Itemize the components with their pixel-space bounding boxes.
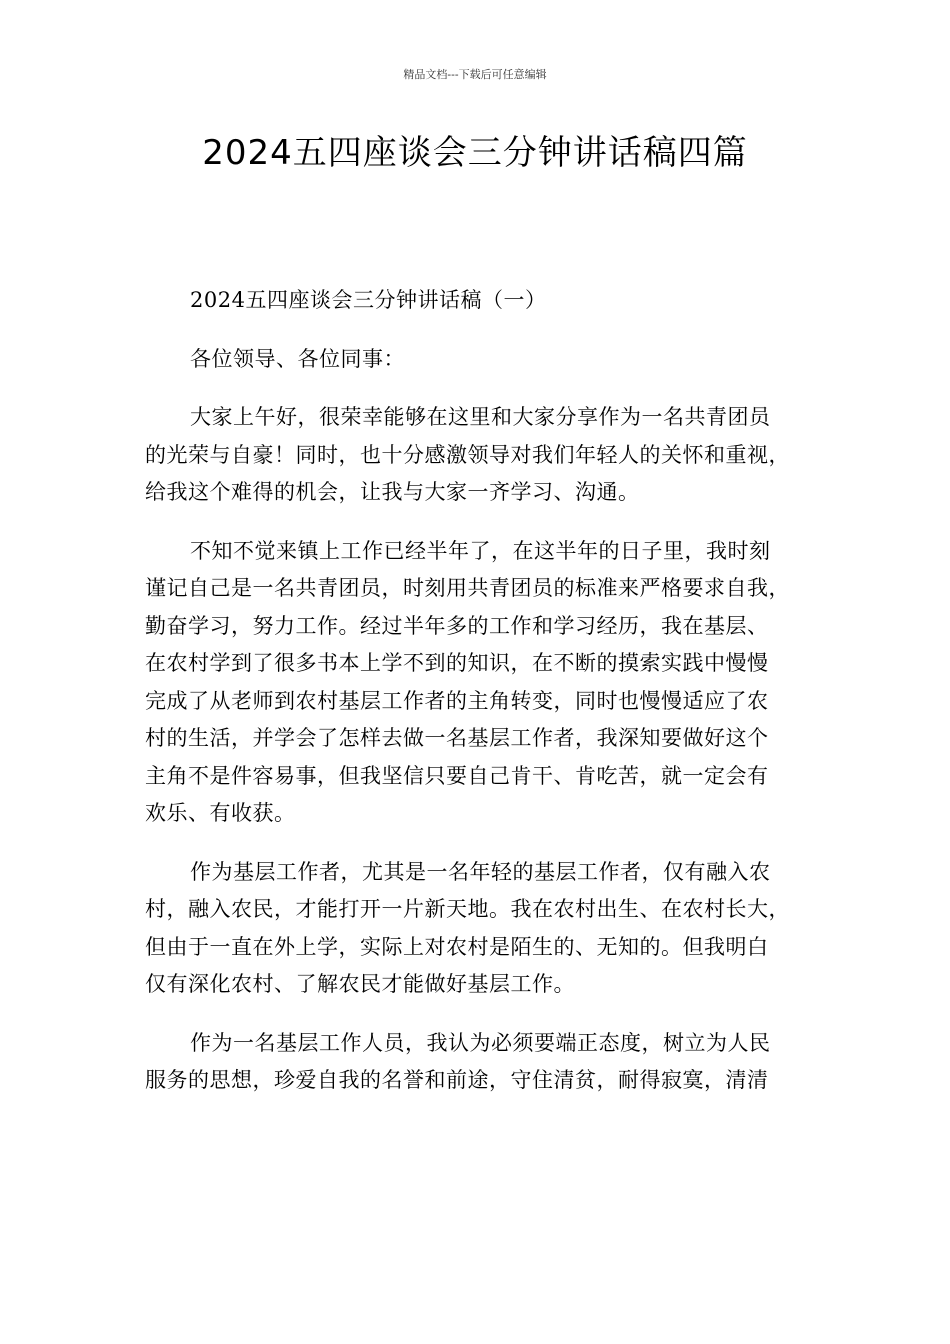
document-title: 2024五四座谈会三分钟讲话稿四篇 bbox=[202, 133, 748, 173]
paragraph bbox=[145, 282, 813, 320]
text-line: 村的生活，并学会了怎样去做一名基层工作者，我深知要做好这个 bbox=[145, 726, 769, 750]
text-line: 不知不觉来镇上工作已经半年了，在这半年的日子里，我时刻 bbox=[190, 538, 771, 563]
text-line: 村，融入农民，才能打开一片新天地。我在农村出生、在农村长大， bbox=[145, 897, 790, 921]
paragraph bbox=[145, 1025, 813, 1100]
page-header: 精品文档---下载后可任意编辑 bbox=[403, 68, 547, 81]
paragraph bbox=[145, 399, 813, 512]
text-line: 完成了从老师到农村基层工作者的主角转变，同时也慢慢适应了农 bbox=[145, 688, 769, 713]
text-line: 但由于一直在外上学，实际上对农村是陌生的、无知的。但我明白 bbox=[145, 934, 769, 959]
text-line: 勤奋学习，努力工作。经过半年多的工作和学习经历，我在基层、 bbox=[145, 613, 769, 638]
paragraph bbox=[145, 341, 813, 379]
text-line: 大家上午好，很荣幸能够在这里和大家分享作为一名共青团员 bbox=[190, 405, 771, 429]
text-line: 作为一名基层工作人员，我认为必须要端正态度，树立为人民 bbox=[190, 1030, 771, 1055]
text-line: 服务的思想，珍爱自我的名誉和前途，守住清贫，耐得寂寞，清清 bbox=[145, 1068, 769, 1092]
text-line: 在农村学到了很多书本上学不到的知识，在不断的摸索实践中慢慢 bbox=[145, 651, 769, 675]
text-line: 给我这个难得的机会，让我与大家一齐学习、沟通。 bbox=[145, 480, 640, 504]
paragraph bbox=[145, 854, 813, 1004]
text-line: 谨记自己是一名共青团员，时刻用共青团员的标准来严格要求自我， bbox=[145, 576, 790, 600]
document-body bbox=[145, 282, 813, 1121]
text-line: 仅有深化农村、了解农民才能做好基层工作。 bbox=[145, 972, 575, 996]
text-line: 主角不是件容易事，但我坚信只要自己肯干、肯吃苦，就一定会有 bbox=[145, 763, 769, 788]
paragraph bbox=[145, 533, 813, 833]
text-line: 各位领导、各位同事： bbox=[190, 346, 405, 371]
text-line: 欢乐、有收获。 bbox=[145, 801, 296, 825]
text-line: 作为基层工作者，尤其是一名年轻的基层工作者，仅有融入农 bbox=[190, 859, 771, 884]
text-line: 的光荣与自豪！同时，也十分感激领导对我们年轻人的关怀和重视， bbox=[145, 442, 790, 467]
text-line: 2024五四座谈会三分钟讲话稿（一） bbox=[190, 288, 547, 312]
